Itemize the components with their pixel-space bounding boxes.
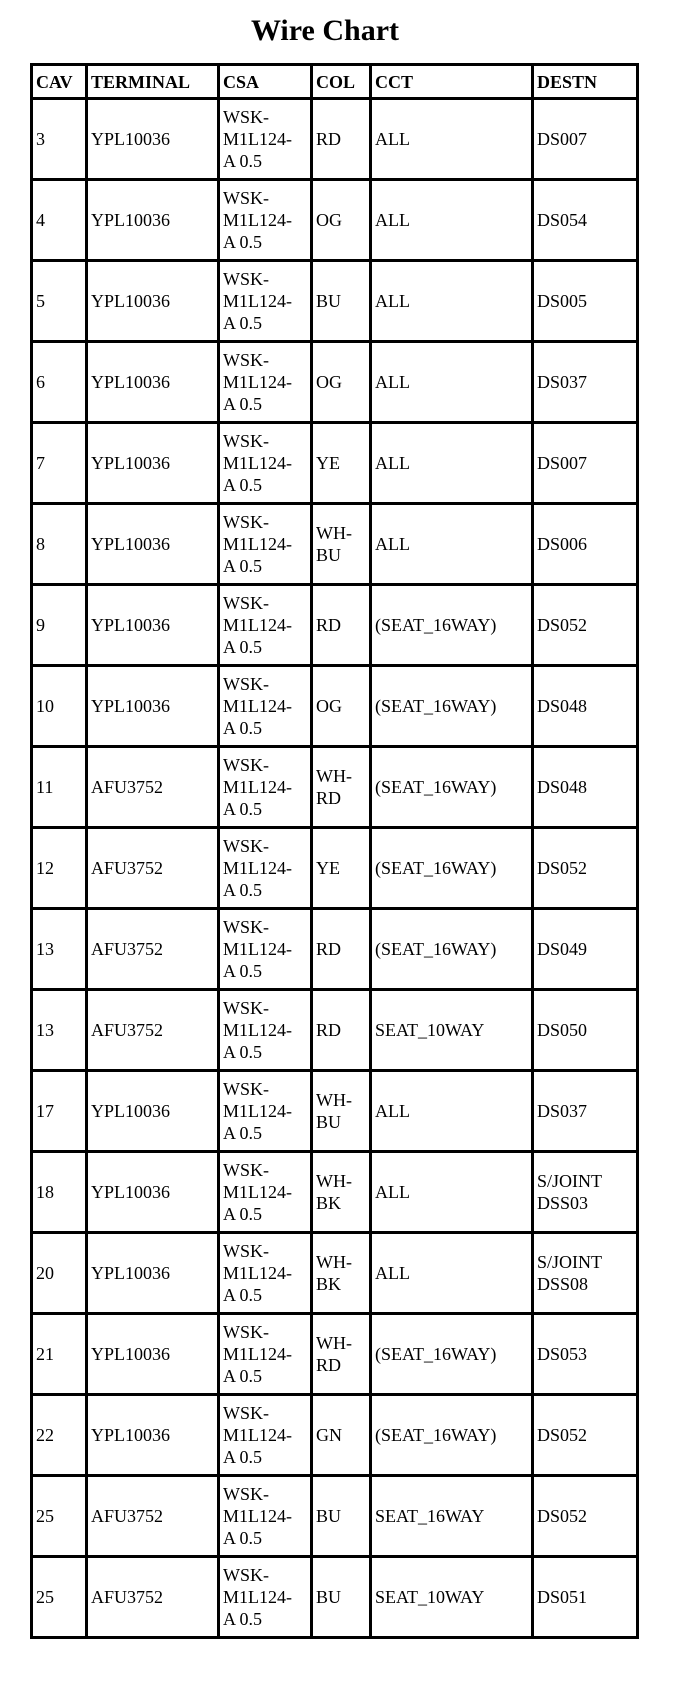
cell-csa: WSK- M1L124- A 0.5 bbox=[219, 180, 312, 261]
cell-cav: 20 bbox=[32, 1233, 87, 1314]
cell-col: OG bbox=[312, 666, 371, 747]
table-row bbox=[32, 666, 638, 747]
cell-destn: DS049 bbox=[533, 909, 638, 990]
table-row bbox=[32, 1476, 638, 1557]
cell-terminal: AFU3752 bbox=[87, 1476, 219, 1557]
table-row bbox=[32, 1395, 638, 1476]
cell-csa: WSK- M1L124- A 0.5 bbox=[219, 1152, 312, 1233]
cell-csa: WSK- M1L124- A 0.5 bbox=[219, 747, 312, 828]
cell-cct: (SEAT_16WAY) bbox=[371, 909, 533, 990]
table-row bbox=[32, 1152, 638, 1233]
cell-cct: (SEAT_16WAY) bbox=[371, 1314, 533, 1395]
cell-destn: DS052 bbox=[533, 828, 638, 909]
cell-cav: 4 bbox=[32, 180, 87, 261]
table-row bbox=[32, 261, 638, 342]
cell-csa: WSK- M1L124- A 0.5 bbox=[219, 666, 312, 747]
cell-csa: WSK- M1L124- A 0.5 bbox=[219, 990, 312, 1071]
cell-cav: 5 bbox=[32, 261, 87, 342]
cell-terminal: YPL10036 bbox=[87, 504, 219, 585]
cell-col: BU bbox=[312, 261, 371, 342]
table-row bbox=[32, 909, 638, 990]
cell-csa: WSK- M1L124- A 0.5 bbox=[219, 585, 312, 666]
cell-cct: ALL bbox=[371, 1071, 533, 1152]
cell-cav: 13 bbox=[32, 990, 87, 1071]
cell-csa: WSK- M1L124- A 0.5 bbox=[219, 1071, 312, 1152]
cell-csa: WSK- M1L124- A 0.5 bbox=[219, 828, 312, 909]
cell-destn: DS006 bbox=[533, 504, 638, 585]
cell-cct: (SEAT_16WAY) bbox=[371, 828, 533, 909]
cell-destn: DS054 bbox=[533, 180, 638, 261]
cell-destn: DS052 bbox=[533, 585, 638, 666]
cell-destn: DS051 bbox=[533, 1557, 638, 1638]
cell-cct: (SEAT_16WAY) bbox=[371, 747, 533, 828]
cell-col: RD bbox=[312, 585, 371, 666]
table-row bbox=[32, 423, 638, 504]
header-csa: CSA bbox=[219, 65, 312, 99]
table-row bbox=[32, 1233, 638, 1314]
cell-destn: DS037 bbox=[533, 342, 638, 423]
cell-cav: 7 bbox=[32, 423, 87, 504]
table-header-row bbox=[32, 65, 638, 99]
cell-cct: (SEAT_16WAY) bbox=[371, 585, 533, 666]
cell-cct: ALL bbox=[371, 423, 533, 504]
cell-destn: DS007 bbox=[533, 423, 638, 504]
header-cav: CAV bbox=[32, 65, 87, 99]
cell-cav: 22 bbox=[32, 1395, 87, 1476]
cell-destn: S/JOINT DSS08 bbox=[533, 1233, 638, 1314]
cell-csa: WSK- M1L124- A 0.5 bbox=[219, 909, 312, 990]
cell-destn: DS050 bbox=[533, 990, 638, 1071]
table-row bbox=[32, 1314, 638, 1395]
cell-terminal: YPL10036 bbox=[87, 261, 219, 342]
cell-terminal: YPL10036 bbox=[87, 423, 219, 504]
cell-cct: ALL bbox=[371, 1152, 533, 1233]
table-row bbox=[32, 1071, 638, 1152]
cell-col: GN bbox=[312, 1395, 371, 1476]
cell-terminal: AFU3752 bbox=[87, 747, 219, 828]
cell-terminal: YPL10036 bbox=[87, 1314, 219, 1395]
cell-col: BU bbox=[312, 1557, 371, 1638]
cell-csa: WSK- M1L124- A 0.5 bbox=[219, 1314, 312, 1395]
cell-terminal: YPL10036 bbox=[87, 1152, 219, 1233]
cell-cav: 21 bbox=[32, 1314, 87, 1395]
cell-cav: 10 bbox=[32, 666, 87, 747]
header-col: COL bbox=[312, 65, 371, 99]
header-terminal: TERMINAL bbox=[87, 65, 219, 99]
cell-destn: DS037 bbox=[533, 1071, 638, 1152]
cell-cav: 11 bbox=[32, 747, 87, 828]
cell-destn: S/JOINT DSS03 bbox=[533, 1152, 638, 1233]
table-row bbox=[32, 180, 638, 261]
cell-cct: (SEAT_16WAY) bbox=[371, 666, 533, 747]
table-row bbox=[32, 342, 638, 423]
cell-destn: DS007 bbox=[533, 99, 638, 180]
cell-destn: DS052 bbox=[533, 1476, 638, 1557]
cell-cav: 3 bbox=[32, 99, 87, 180]
cell-cct: SEAT_10WAY bbox=[371, 990, 533, 1071]
cell-terminal: YPL10036 bbox=[87, 1071, 219, 1152]
cell-col: BU bbox=[312, 1476, 371, 1557]
cell-csa: WSK- M1L124- A 0.5 bbox=[219, 261, 312, 342]
cell-col: WH- RD bbox=[312, 747, 371, 828]
cell-destn: DS052 bbox=[533, 1395, 638, 1476]
cell-csa: WSK- M1L124- A 0.5 bbox=[219, 99, 312, 180]
cell-col: RD bbox=[312, 909, 371, 990]
cell-csa: WSK- M1L124- A 0.5 bbox=[219, 1557, 312, 1638]
cell-cav: 13 bbox=[32, 909, 87, 990]
cell-terminal: AFU3752 bbox=[87, 1557, 219, 1638]
cell-cct: ALL bbox=[371, 99, 533, 180]
cell-cct: ALL bbox=[371, 1233, 533, 1314]
cell-terminal: YPL10036 bbox=[87, 342, 219, 423]
cell-cav: 6 bbox=[32, 342, 87, 423]
cell-terminal: AFU3752 bbox=[87, 909, 219, 990]
cell-terminal: AFU3752 bbox=[87, 828, 219, 909]
cell-terminal: YPL10036 bbox=[87, 1233, 219, 1314]
cell-cct: (SEAT_16WAY) bbox=[371, 1395, 533, 1476]
header-destn: DESTN bbox=[533, 65, 638, 99]
cell-col: RD bbox=[312, 990, 371, 1071]
cell-cav: 12 bbox=[32, 828, 87, 909]
cell-cav: 25 bbox=[32, 1476, 87, 1557]
cell-csa: WSK- M1L124- A 0.5 bbox=[219, 423, 312, 504]
cell-cct: SEAT_16WAY bbox=[371, 1476, 533, 1557]
cell-col: YE bbox=[312, 423, 371, 504]
cell-col: WH- RD bbox=[312, 1314, 371, 1395]
cell-csa: WSK- M1L124- A 0.5 bbox=[219, 1233, 312, 1314]
cell-terminal: YPL10036 bbox=[87, 666, 219, 747]
cell-cav: 18 bbox=[32, 1152, 87, 1233]
cell-terminal: YPL10036 bbox=[87, 1395, 219, 1476]
cell-csa: WSK- M1L124- A 0.5 bbox=[219, 1395, 312, 1476]
table-row bbox=[32, 585, 638, 666]
cell-col: WH- BK bbox=[312, 1233, 371, 1314]
table-row bbox=[32, 1557, 638, 1638]
cell-destn: DS005 bbox=[533, 261, 638, 342]
table-row bbox=[32, 747, 638, 828]
cell-csa: WSK- M1L124- A 0.5 bbox=[219, 1476, 312, 1557]
cell-col: OG bbox=[312, 180, 371, 261]
cell-col: WH- BK bbox=[312, 1152, 371, 1233]
cell-cct: ALL bbox=[371, 180, 533, 261]
cell-terminal: YPL10036 bbox=[87, 180, 219, 261]
header-cct: CCT bbox=[371, 65, 533, 99]
cell-csa: WSK- M1L124- A 0.5 bbox=[219, 504, 312, 585]
cell-terminal: AFU3752 bbox=[87, 990, 219, 1071]
table-row bbox=[32, 99, 638, 180]
cell-cct: ALL bbox=[371, 342, 533, 423]
cell-cav: 9 bbox=[32, 585, 87, 666]
cell-col: WH- BU bbox=[312, 1071, 371, 1152]
cell-cav: 25 bbox=[32, 1557, 87, 1638]
cell-destn: DS048 bbox=[533, 666, 638, 747]
cell-cav: 8 bbox=[32, 504, 87, 585]
cell-cct: ALL bbox=[371, 504, 533, 585]
table-row bbox=[32, 828, 638, 909]
cell-col: RD bbox=[312, 99, 371, 180]
cell-csa: WSK- M1L124- A 0.5 bbox=[219, 342, 312, 423]
page-title: Wire Chart bbox=[250, 14, 400, 47]
table-row bbox=[32, 504, 638, 585]
cell-col: YE bbox=[312, 828, 371, 909]
wire-chart-table bbox=[30, 63, 639, 1639]
cell-destn: DS053 bbox=[533, 1314, 638, 1395]
cell-cct: ALL bbox=[371, 261, 533, 342]
cell-terminal: YPL10036 bbox=[87, 99, 219, 180]
cell-cct: SEAT_10WAY bbox=[371, 1557, 533, 1638]
cell-col: WH- BU bbox=[312, 504, 371, 585]
table-row bbox=[32, 990, 638, 1071]
cell-cav: 17 bbox=[32, 1071, 87, 1152]
cell-col: OG bbox=[312, 342, 371, 423]
cell-terminal: YPL10036 bbox=[87, 585, 219, 666]
cell-destn: DS048 bbox=[533, 747, 638, 828]
